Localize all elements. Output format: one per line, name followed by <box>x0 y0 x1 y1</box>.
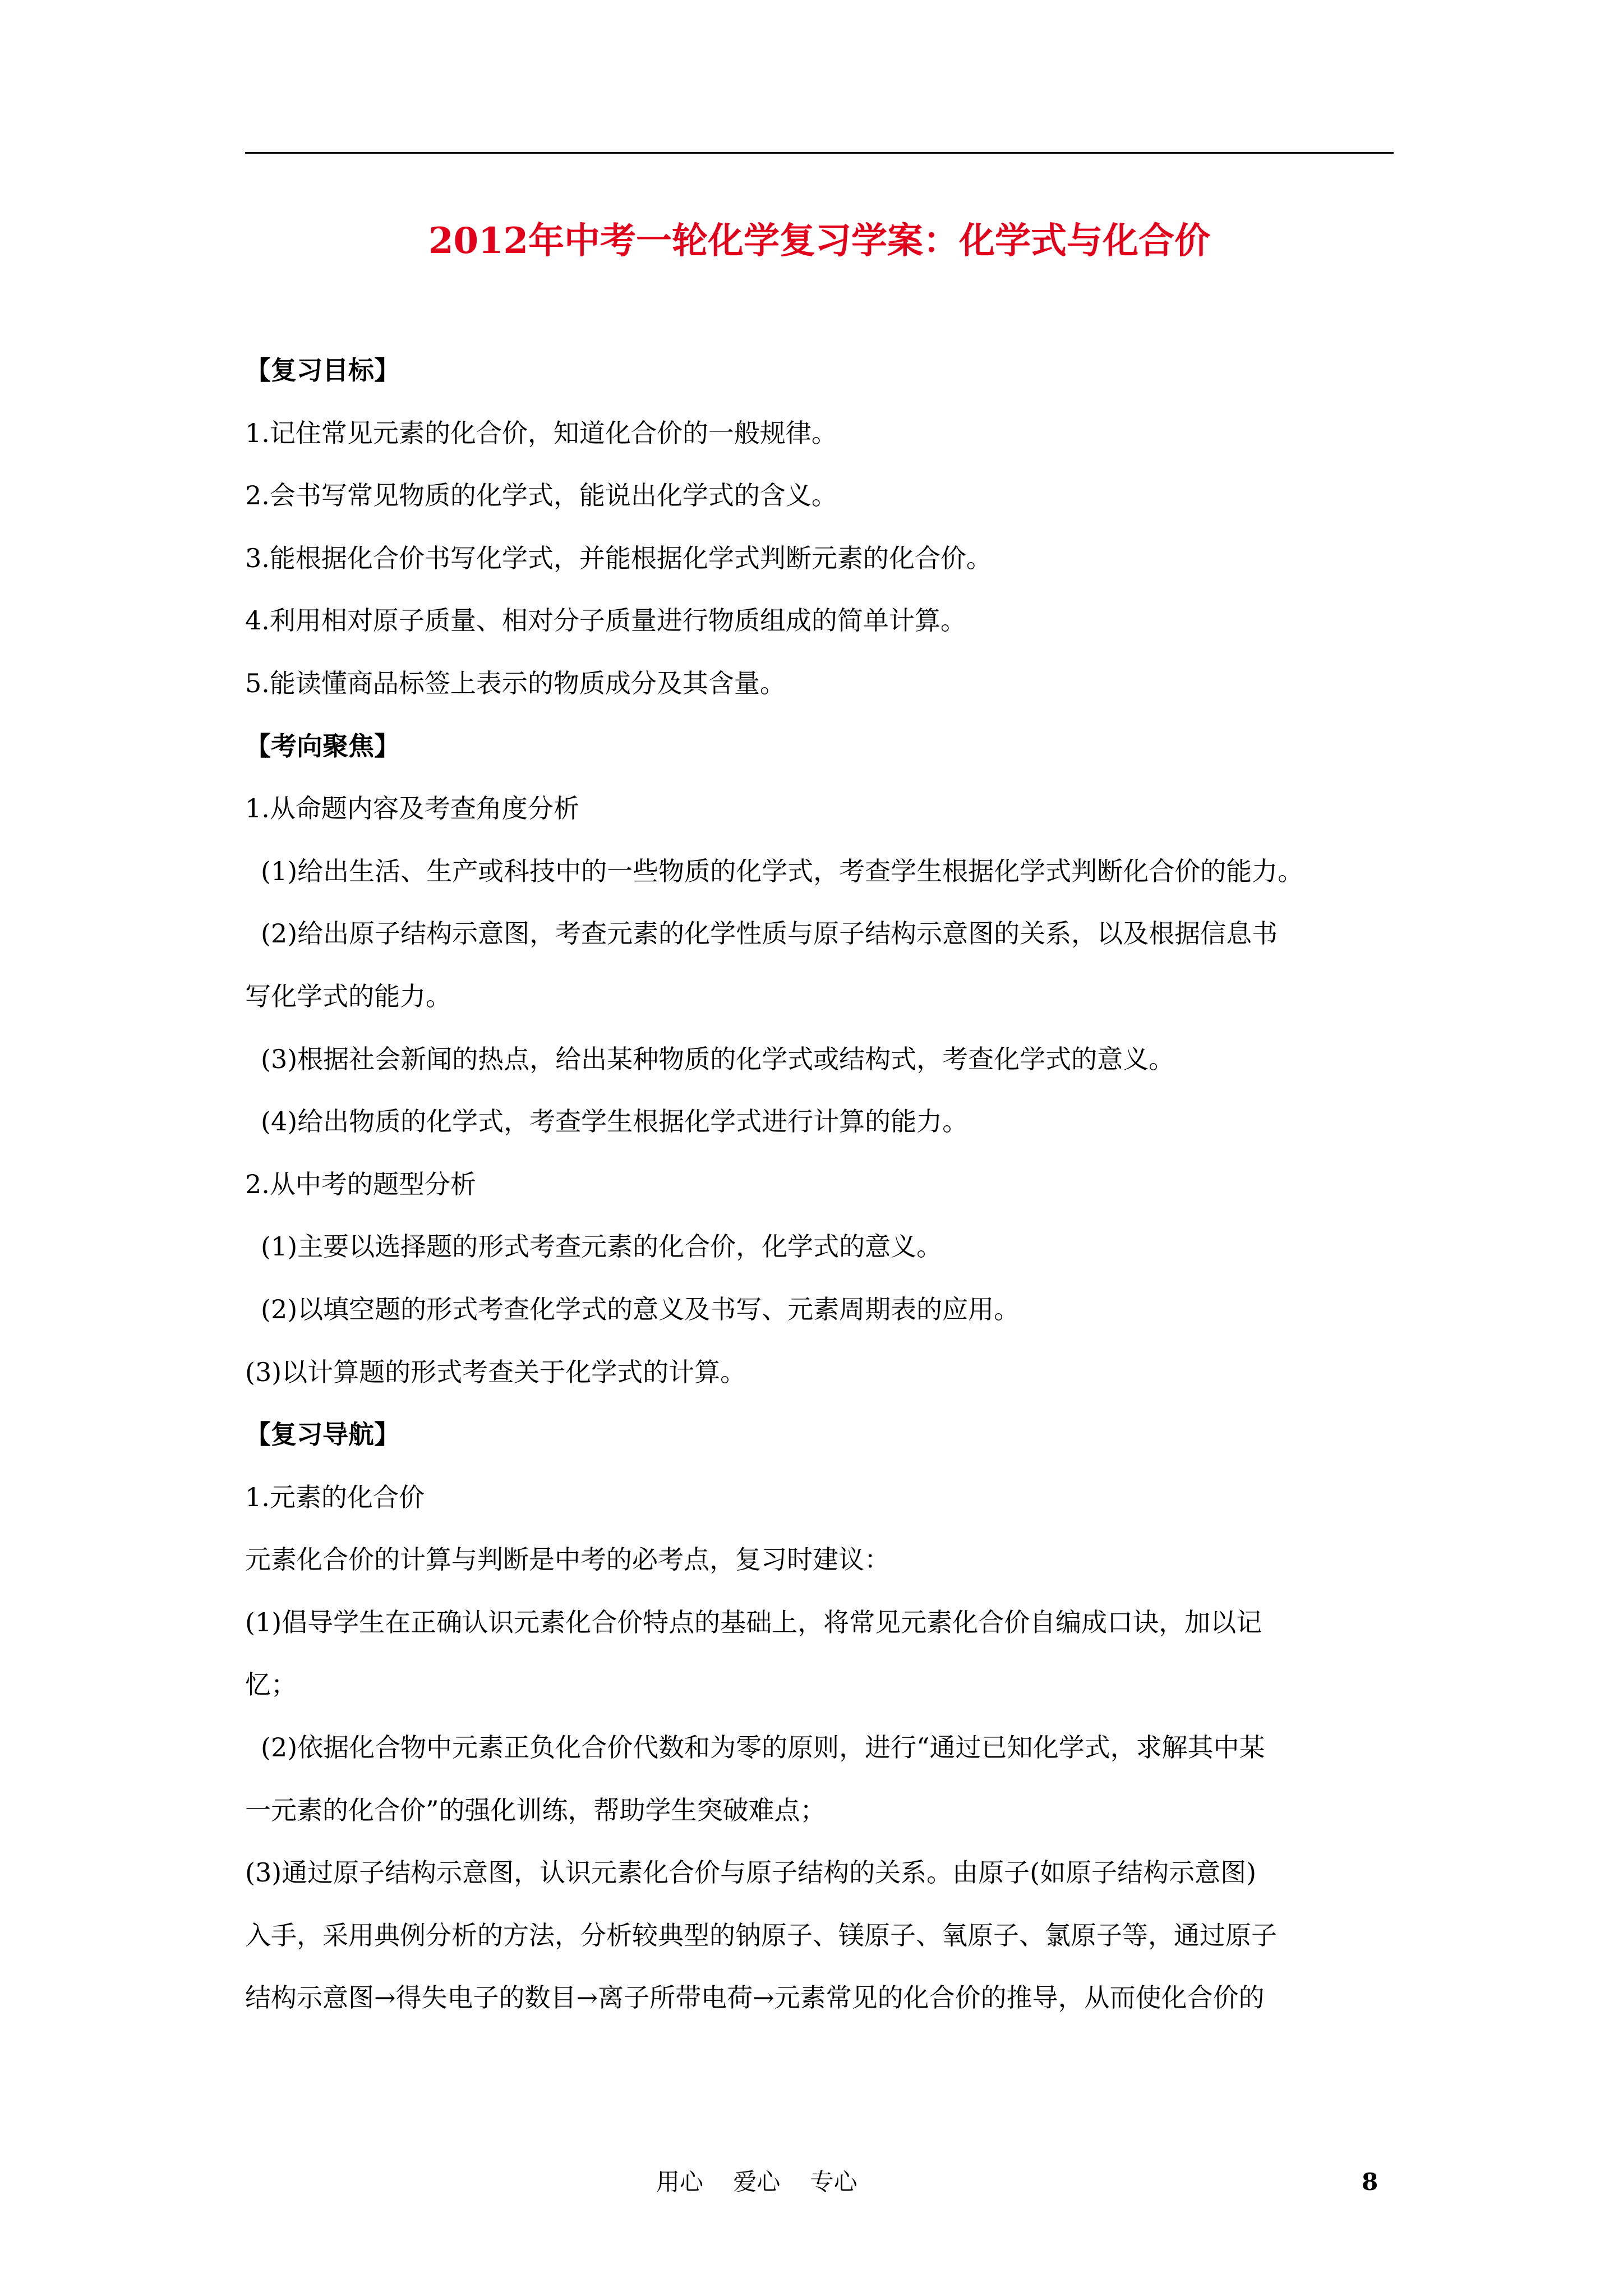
body-line: (2)给出原子结构示意图，考查元素的化学性质与原子结构示意图的关系，以及根据信息书 <box>261 918 1278 949</box>
body-line: (2)以填空题的形式考查化学式的意义及书写、元素周期表的应用。 <box>261 1294 1020 1324</box>
body-line: 元素化合价的计算与判断是中考的必考点，复习时建议： <box>245 1544 890 1575</box>
body-line: 2.从中考的题型分析 <box>245 1168 476 1199</box>
body-line: (1)主要以选择题的形式考查元素的化合价，化学式的意义。 <box>261 1231 943 1262</box>
body-line: (4)给出物质的化学式，考查学生根据化学式进行计算的能力。 <box>261 1106 969 1137</box>
body-line: 写化学式的能力。 <box>245 981 451 1011</box>
body-line: 入手，采用典例分析的方法，分析较典型的钠原子、镁原子、氧原子、氯原子等，通过原子 <box>245 1920 1277 1950</box>
document-title: 2012年中考一轮化学复习学案：化学式与化合价 <box>428 220 1211 262</box>
section-heading: 【考向聚焦】 <box>245 730 400 761</box>
body-line: 1.记住常见元素的化合价，知道化合价的一般规律。 <box>245 417 837 448</box>
body-line: 忆； <box>245 1669 297 1700</box>
body-line: 2.会书写常见物质的化学式，能说出化学式的含义。 <box>245 480 837 511</box>
section-heading: 【复习导航】 <box>245 1419 400 1450</box>
document-body <box>245 355 1394 2045</box>
page-footer <box>0 2165 1623 2199</box>
section-heading: 【复习目标】 <box>245 355 400 385</box>
page-number: 8 <box>1362 2168 1378 2196</box>
body-line: 结构示意图→得失电子的数目→离子所带电荷→元素常见的化合价的推导，从而使化合价的 <box>245 1982 1265 2013</box>
body-line: 5.能读懂商品标签上表示的物质成分及其含量。 <box>245 668 786 698</box>
body-line: 1.从命题内容及考查角度分析 <box>245 793 579 824</box>
footer-motto: 用心 爱心 专心 <box>656 2168 857 2196</box>
body-line: (2)依据化合物中元素正负化合价代数和为零的原则，进行“通过已知化学式，求解其中某 <box>261 1732 1265 1763</box>
body-line: (3)通过原子结构示意图，认识元素化合价与原子结构的关系。由原子(如原子结构示意图) <box>245 1857 1257 1888</box>
body-line: 一元素的化合价”的强化训练，帮助学生突破难点； <box>245 1795 826 1825</box>
body-line: (1)倡导学生在正确认识元素化合价特点的基础上，将常见元素化合价自编成口诀，加以记 <box>245 1607 1262 1637</box>
body-line: (3)根据社会新闻的热点，给出某种物质的化学式或结构式，考查化学式的意义。 <box>261 1043 1175 1074</box>
body-line: 4.利用相对原子质量、相对分子质量进行物质组成的简单计算。 <box>245 605 966 636</box>
header-rule <box>245 152 1394 154</box>
body-line: (3)以计算题的形式考查关于化学式的计算。 <box>245 1356 746 1387</box>
body-line: 1.元素的化合价 <box>245 1481 425 1512</box>
body-line: 3.能根据化合价书写化学式，并能根据化学式判断元素的化合价。 <box>245 542 992 573</box>
body-line: (1)给出生活、生产或科技中的一些物质的化学式，考查学生根据化学式判断化合价的能力。 <box>261 855 1304 886</box>
